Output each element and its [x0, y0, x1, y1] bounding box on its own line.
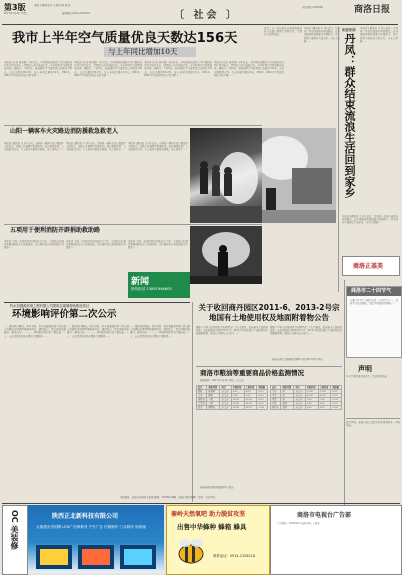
price-cell: 元/公斤 — [220, 394, 231, 398]
water-headline: 五项用于便利消防开辟捐助救助路 — [10, 227, 101, 234]
right-lower-divider — [344, 280, 345, 510]
right-text-col: 近日，有一名长期在外流浪的群众在有关部门帮助下返回家乡，受到家人热情欢迎。 — [264, 27, 302, 37]
price-cell: 7.20 — [318, 398, 331, 402]
fire-rule — [4, 125, 262, 126]
price-cell: -2.78 — [331, 398, 342, 402]
fire-photo — [190, 128, 262, 223]
price-cell: 0.00 — [331, 394, 342, 398]
sidebar-divider — [338, 27, 339, 292]
eia-body-col2: 一、建设项目概况。项目名称：柞水县掘源环境工程有限公司建筑垃圾填埋场建设项目；建设地点：柞水县乾佑街道办；建设内容：……二、环境影响评价的主要结论……三、公众意见征求的范围和主要事项…… — [67, 325, 129, 338]
price-cell: 一级 — [207, 398, 220, 402]
price-cell: 70.00 — [318, 390, 331, 394]
price-cell: 白菜 — [271, 402, 281, 406]
price-row — [271, 406, 342, 410]
price-cell: 2.00 — [305, 402, 318, 406]
bottom-rule — [2, 503, 400, 504]
price-col-header: 规格等级 — [207, 386, 220, 390]
lead-body-col1: 本报讯 (记者 杨兆静) 今年以来，市环保局以推进大气污染防治行动计划为重点，持续加大治污减霾力度，全市环境空气质量稳步改善。据统计，1至6月，商洛城区空气质量优良天数达156天，占总天数的86.2%，与上年同比增加10天。PM10、PM2.5平均浓度同比分别下降…… — [4, 61, 72, 77]
nav-line: 新闻热线 0914-2328218 — [62, 12, 90, 15]
price-cell: 0.00 — [331, 402, 342, 406]
price-cell: 元/公斤 — [220, 398, 231, 402]
price-table-left — [196, 385, 268, 410]
led-screen-icon — [36, 545, 156, 571]
lead-body-col2: 本报讯 (记者 杨兆静) 今年以来，市环保局以推进大气污染防治行动计划为重点，持续加大治污减霾力度，全市环境空气质量稳步改善。据统计，1至6月，商洛城区空气质量优良天数达156天，占总天数的86.2%，与上年同比增加10天。PM10、PM2.5平均浓度同比分别下降…… — [74, 61, 142, 77]
price-cell: 0.00 — [257, 402, 268, 406]
right-top-ad — [342, 256, 400, 276]
price-cell: 元/公斤 — [294, 390, 305, 394]
left-vertical-ad — [2, 505, 28, 575]
price-cell: 羊肉 — [271, 394, 281, 398]
price-table-right — [270, 385, 342, 410]
price-cell: 4.00 — [244, 390, 257, 394]
edition-info: 责编 王明刚 版式 王 颖 校对 刘 艳 — [34, 4, 71, 7]
price-cell: -1.89 — [257, 406, 268, 410]
issue-date: 2017年7月4日 星期二 — [4, 12, 29, 15]
price-cell: 5.60 — [231, 394, 244, 398]
sidebar-title — [342, 33, 356, 213]
price-col-header: 涨跌幅 — [257, 386, 268, 390]
bottom-right-ad — [270, 505, 402, 575]
price-cell: 元/公斤 — [220, 406, 231, 410]
water-body-col3: 本报讯 为进一步做好夏季消防安全工作，市消防支队组织开展消防安全大检查活动，深入辖区重点单位排查火灾隐患…… — [128, 240, 188, 250]
green-ad-title: 新闻 — [131, 277, 150, 287]
price-cell: 4.00 — [231, 390, 244, 394]
price-cell: 0.00 — [257, 398, 268, 402]
price-cell: 4.00 — [305, 406, 318, 410]
land-headline: 关于收回商丹园区2011-6、2013-2号宗地国有土地使用权及地面附着物公告 — [198, 303, 340, 322]
price-subtitle: 监测时间：2017年7月3日 单位：元/公斤 — [200, 379, 245, 382]
rescue-photo — [190, 226, 262, 284]
price-cell: 元/公斤 — [220, 390, 231, 394]
price-col-header: 本期价格 — [305, 386, 318, 390]
price-cell: 大豆油 — [197, 402, 207, 406]
firefighters-illustration — [190, 128, 262, 223]
section-name: 〔 社会 〕 — [174, 10, 239, 21]
eia-body-col1: 一、建设项目概况。项目名称：柞水县掘源环境工程有限公司建筑垃圾填埋场建设项目；建设地点：柞水县乾佑街道办；建设内容：……二、环境影响评价的主要结论……三、公众意见征求的范围和主要事项…… — [4, 325, 66, 338]
statement-rule — [346, 418, 400, 419]
price-col-header: 单位 — [220, 386, 231, 390]
price-cell: 0.00 — [257, 390, 268, 394]
bottom-mid-ad — [166, 505, 270, 575]
price-cell: 7.00 — [305, 398, 318, 402]
price-col-header: 上期价格 — [318, 386, 331, 390]
price-cell: 鲜 — [281, 390, 294, 394]
price-cell: 元/公斤 — [294, 406, 305, 410]
price-cell: 面粉 — [197, 390, 207, 394]
price-cell: 22.00 — [231, 398, 244, 402]
price-cell: 鲜 — [281, 394, 294, 398]
bottom-mid-ad-sub: 出售中华蜂种 蜂箱 蜂具 — [177, 523, 247, 531]
price-row — [197, 406, 268, 410]
price-cell: 西红柿 — [271, 406, 281, 410]
solar-term-title: 商洛市二十四节气 — [351, 288, 392, 294]
right-top-ad-title: 商洛正基美 — [353, 263, 384, 270]
left-vertical-ad-text: OC 美装修 — [10, 510, 19, 550]
price-cell: 猪肉 — [197, 406, 207, 410]
price-cell: 元/公斤 — [220, 402, 231, 406]
price-cell: 牛肉 — [271, 390, 281, 394]
paper-name: 商洛日报 — [354, 5, 391, 15]
price-cell: 元/公斤 — [294, 394, 305, 398]
right-text-col-2: 本报讯 (通讯员 王 伟) 近日，丹凤县一名在外流浪多年的群众，在当地政府和民政部门的帮助下，终于回到了阔别已久的家乡，与家人团聚…… — [304, 27, 340, 43]
fire-headline: 山阳一辆客车火灾路边消防援救急救老人 — [10, 128, 119, 135]
water-body-col2: 本报讯 为进一步做好夏季消防安全工作，市消防支队组织开展消防安全大检查活动，深入辖区重点单位排查火灾隐患…… — [66, 240, 126, 250]
price-cell: 26.00 — [231, 406, 244, 410]
sidebar-kicker: 和谐家园 — [342, 28, 356, 32]
sidebar-body-col2: 本报讯 (通讯员 王 伟) 近日，丹凤县一名在外流浪多年的群众，在当地政府和民政部门的帮助下，终于回到了阔别已久的家乡，与家人团聚…… — [342, 215, 398, 225]
lead-subhead: 与上年同比增加10天 — [108, 47, 178, 56]
price-cell: 精瘦肉 — [207, 406, 220, 410]
rescue-illustration — [190, 226, 262, 284]
price-cell: 鲜 — [281, 398, 294, 402]
price-cell: 鸡蛋 — [271, 398, 281, 402]
fire-body-col2: 本报讯 (通讯员 王 伟) 日前，山阳县一辆客车在行驶途中突然起火，消防大队接警后迅速出动，经过紧张扑救，大火被成功扑灭，车上乘客全部安全疏散，无人员伤亡…… — [66, 142, 126, 152]
price-col-header: 规格等级 — [281, 386, 294, 390]
bottom-mid-ad-title: 秦岭天然氧吧 助力脱贫攻坚 — [171, 511, 246, 518]
header-rule — [2, 24, 398, 25]
price-cell: 大米 — [197, 394, 207, 398]
price-cell: 0.00 — [331, 390, 342, 394]
price-cell: 14.00 — [231, 402, 244, 406]
price-cell: 新鲜 — [281, 406, 294, 410]
price-col-header: 单位 — [294, 386, 305, 390]
bee-icon — [171, 534, 211, 570]
water-rule — [4, 224, 262, 225]
price-cell: 22.00 — [244, 398, 257, 402]
eia-body-col3: 一、建设项目概况。项目名称：柞水县掘源环境工程有限公司建筑垃圾填埋场建设项目；建设地点：柞水县乾佑街道办；建设内容：……二、环境影响评价的主要结论……三、公众意见征求的范围和主要事项…… — [130, 325, 190, 338]
lead-body-col3: 本报讯 (记者 杨兆静) 今年以来，市环保局以推进大气污染防治行动计划为重点，持续加大治污减霾力度，全市环境空气质量稳步改善。据统计，1至6月，商洛城区空气质量优良天数达156天，占总天数的86.2%，与上年同比增加10天。PM10、PM2.5平均浓度同比分别下降…… — [144, 61, 212, 77]
page-number: 第3版 — [4, 3, 26, 12]
solar-term-body: 小暑 7月7日 小暑是农历二十四节气之一，此时天气已经很热，但还不到最热的时候…… — [350, 299, 398, 306]
price-cell: 标准粉 — [207, 390, 220, 394]
bottom-right-ad-title: 商洛市电视台广告部 — [297, 512, 352, 519]
price-cell: -9.09 — [331, 406, 342, 410]
land-body-col2: 根据《中华人民共和国土地管理法》等有关规定，经商洛市人民政府批准，决定收回商丹园区2011-6、2013-2号宗地国有土地使用权及地面附着物，现将有关事项公告如下…… — [270, 326, 342, 336]
price-cell: 菜籽油 — [197, 398, 207, 402]
land-divider — [192, 302, 193, 502]
solar-term-box — [346, 286, 402, 358]
bottom-right-ad-body: 广告热线：2336666 欢迎各界人士垂询 — [277, 522, 320, 525]
price-cell: 一级 — [207, 402, 220, 406]
eia-kicker: 柞水县掘源环境工程有限公司建筑垃圾填埋场建设项目 — [10, 304, 90, 308]
price-rule — [196, 366, 342, 367]
water-body-col1: 本报讯 为进一步做好夏季消防安全工作，市消防支队组织开展消防安全大检查活动，深入辖区重点单位排查火灾隐患…… — [4, 240, 64, 250]
eia-rule-top — [4, 302, 190, 303]
sidebar-title-text: 丹凤：群众结束流浪生活回到家乡 — [343, 33, 356, 198]
fire-body-col3: 本报讯 (通讯员 王 伟) 日前，山阳县一辆客车在行驶途中突然起火，消防大队接警后迅速出动，经过紧张扑救，大火被成功扑灭，车上乘客全部安全疏散，无人员伤亡…… — [128, 142, 188, 152]
fire-photo-2 — [262, 128, 336, 223]
price-col-header: 品名 — [197, 386, 207, 390]
footer-line: 本报地址：商洛市商州区北新街 邮编：726000 印刷：商洛日报社印刷厂 定价：每月30元 — [120, 496, 216, 499]
price-col-header: 上期价格 — [244, 386, 257, 390]
green-news-ad — [128, 272, 190, 298]
price-cell: 0.00 — [257, 394, 268, 398]
fire-body-col1: 本报讯 (通讯员 王 伟) 日前，山阳县一辆客车在行驶途中突然起火，消防大队接警后迅速出动，经过紧张扑救，大火被成功扑灭，车上乘客全部安全疏散，无人员伤亡…… — [4, 142, 64, 152]
price-cell: 64.00 — [318, 394, 331, 398]
price-col-header: 涨跌幅 — [331, 386, 342, 390]
price-col-header: 品名 — [271, 386, 281, 390]
fire-scene-illustration — [262, 128, 336, 223]
notice-small: 遗失声明：商洛市某公司遗失营业执照副本，声明作废。 — [346, 421, 400, 428]
price-cell: 70.00 — [305, 390, 318, 394]
price-table — [196, 385, 268, 410]
lead-body-col4: 本报讯 (记者 杨兆静) 今年以来，市环保局以推进大气污染防治行动计划为重点，持续加大治污减霾力度，全市环境空气质量稳步改善。据统计，1至6月，商洛城区空气质量优良天数达156天，占总天数的86.2%，与上年同比增加10天。PM10、PM2.5平均浓度同比分别下降…… — [214, 61, 284, 77]
land-footer: 商洛市国土资源局商丹园区分局 2017年7月3日 — [272, 358, 323, 361]
section-label: 社会 — [193, 10, 220, 21]
price-cell: 元/公斤 — [294, 398, 305, 402]
right-info: 市民热线 2335200 — [302, 6, 323, 9]
sidebar-body-col1: 本报讯 (通讯员 王 伟) 近日，丹凤县一名在外流浪多年的群众，在当地政府和民政部门的帮助下，终于回到了阔别已久的家乡，与家人团聚…… — [360, 27, 398, 43]
land-body-col1: 根据《中华人民共和国土地管理法》等有关规定，经商洛市人民政府批准，决定收回商丹园区2011-6、2013-2号宗地国有土地使用权及地面附着物，现将有关事项公告如下…… — [196, 326, 268, 336]
price-col-header: 本期价格 — [231, 386, 244, 390]
price-cell: 2.00 — [318, 402, 331, 406]
statement-body: 本人不慎将身份证丢失，特此声明作废。 — [346, 375, 390, 378]
price-cell: 新鲜 — [281, 402, 294, 406]
price-cell: 64.00 — [305, 394, 318, 398]
price-footer: 商洛市物价局价格监测中心发布 — [200, 486, 234, 489]
price-title: 商洛市粮油等重要商品价格监测情况 — [200, 369, 304, 377]
bottom-mid-ad-phone: 联系电话：0914-2328218 — [213, 554, 255, 558]
masthead — [2, 2, 400, 26]
price-cell: 5.60 — [244, 394, 257, 398]
price-cell: 粳米 — [207, 394, 220, 398]
price-table-2 — [270, 385, 342, 410]
price-cell: 元/公斤 — [294, 402, 305, 406]
green-ad-phone: 热线电话 13891946605 — [131, 287, 172, 291]
price-cell: 14.00 — [244, 402, 257, 406]
eia-headline: 环境影响评价第二次公示 — [12, 309, 117, 320]
price-cell: 4.40 — [318, 406, 331, 410]
bottom-left-ad — [28, 505, 164, 573]
bottom-left-ad-body: 大街超光学招牌 LED广告牌系列 户外广告 灯箱制作 门头制作 形象墙 — [36, 525, 146, 529]
price-cell: 26.50 — [244, 406, 257, 410]
lead-headline: 我市上半年空气质量优良天数达156天 — [12, 31, 238, 46]
bottom-left-ad-title: 陕西正北新科技有限公司 — [52, 513, 119, 520]
statement-title: 声明 — [358, 365, 372, 373]
